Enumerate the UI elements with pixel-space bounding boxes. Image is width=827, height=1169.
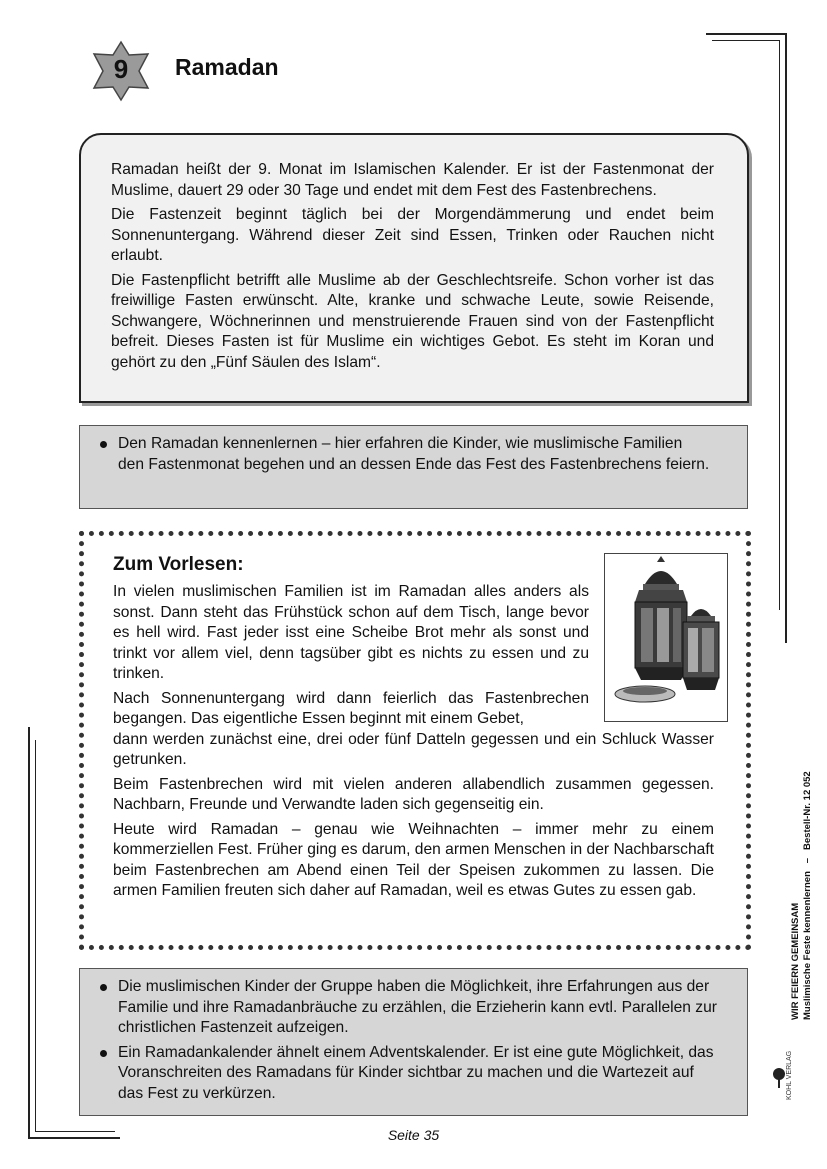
frame-line-top-inner: [712, 40, 780, 41]
intro-paragraph: Ramadan heißt der 9. Monat im Islamischen Kalender. Er ist der Fastenmonat der Muslime, dauert 29 oder 30 Tage und endet mit dem Fest des Fastenbrechens.: [111, 161, 714, 199]
notes-box: [79, 968, 748, 1116]
publisher-name: KOHL VERLAG: [786, 1050, 793, 1100]
reading-paragraph: Beim Fastenbrechen wird mit vielen anderen allabendlich zusammen gegessen. Nachbarn, Freunde und Verwandte laden sich gegenseitig ein.: [113, 775, 714, 813]
notes-list: [80, 977, 720, 1108]
notes-bullet: Ein Ramadankalender ähnelt einem Adventskalender. Er ist eine gute Möglichkeit, das Voranschreiten des Ramadans für Kinder sichtbar zu machen und die Wartezeit auf das Fest zu verkürzen.: [80, 1043, 720, 1105]
frame-line-left: [28, 727, 30, 1138]
reading-text: [113, 582, 714, 906]
intro-paragraph: Die Fastenpflicht betrifft alle Muslime ab der Geschlechtsreife. Schon vorher ist das freiwillige Fasten erwünscht. Alte, kranke und schwache Leute, sowie Reisende, Schwangere, Wöchnerinnen und menstruierende Frauen sind von der Fastenpflicht befreit. Dieses Fasten ist für Muslime ein wichtiges Gebot. Es steht im Koran und gehört zu den „Fünf Säulen des Islam“.: [111, 271, 714, 371]
frame-line-top: [706, 33, 786, 35]
page-title: Ramadan: [175, 54, 279, 80]
frame-line-right-inner: [779, 40, 780, 610]
notes-bullet: Die muslimischen Kinder der Gruppe haben die Möglichkeit, ihre Erfahrungen aus der Familie und ihre Ramadanbräuche zu erzählen, die Erzieherin kann evtl. Parallelen zur christlichen Fastenzeit aufzeigen.: [80, 977, 720, 1039]
series-subtitle: Muslimische Feste kennenlernen: [802, 871, 813, 1020]
intro-paragraph: Die Fastenzeit beginnt täglich bei der Morgendämmerung und endet beim Sonnenuntergang. Während dieser Zeit sind Essen, Trinken oder Rauchen nicht erlaubt.: [111, 206, 714, 264]
chapter-number: 9: [113, 54, 129, 84]
order-number: Bestell-Nr. 12 052: [802, 771, 813, 850]
reading-paragraph: dann werden zunächst eine, drei oder fünf Datteln gegessen und ein Schluck Wasser getrunken.: [113, 730, 714, 768]
reading-paragraph: Heute wird Ramadan – genau wie Weihnachten – immer mehr zu einem kommerziellen Fest. Früher ging es darum, den armen Menschen in der Nachbarschaft beim Fastenbrechen am Abend einen Teil der Speisen zukommen zu lassen. Die armen Familien freuten sich daher auf Ramadan, weil es etwas Gutes zu essen gab.: [113, 820, 714, 899]
series-name: WIR FEIERN GEMEINSAM: [790, 902, 801, 1020]
intro-text: [111, 160, 714, 377]
frame-line-left-inner: [35, 740, 36, 1132]
reading-paragraph: Nach Sonnenuntergang wird dann feierlich das Fastenbrechen begangen. Das eigentliche Essen beginnt mit einem Gebet,: [113, 689, 589, 727]
series-title: [790, 690, 802, 1020]
frame-line-right: [785, 33, 787, 643]
sidebar-info: [790, 690, 826, 1020]
goal-bullet: Den Ramadan kennenlernen – hier erfahren die Kinder, wie muslimische Familien den Fastenmonat begehen und an dessen Ende das Fest des Fastenbrechens feiern.: [80, 434, 710, 475]
page-number: Seite 35: [387, 1127, 440, 1143]
series-subtitle-line: [802, 690, 814, 1020]
sidebar-separator: –: [802, 857, 813, 864]
tree-logo-icon: [772, 1066, 786, 1090]
goal-list: [80, 434, 710, 479]
reading-title: Zum Vorlesen:: [113, 554, 244, 575]
goal-box: [79, 425, 748, 509]
chapter-badge: [86, 40, 156, 102]
reading-paragraph: In vielen muslimischen Familien ist im Ramadan alles anders als sonst. Dann steht das Frühstück schon auf dem Tisch, lange bevor es hell wird. Fast jeder isst eine Scheibe Brot mehr als sonst und trinkt vor allem viel, denn tagsüber gibt es nichts zu essen und zu trinken.: [113, 583, 589, 682]
